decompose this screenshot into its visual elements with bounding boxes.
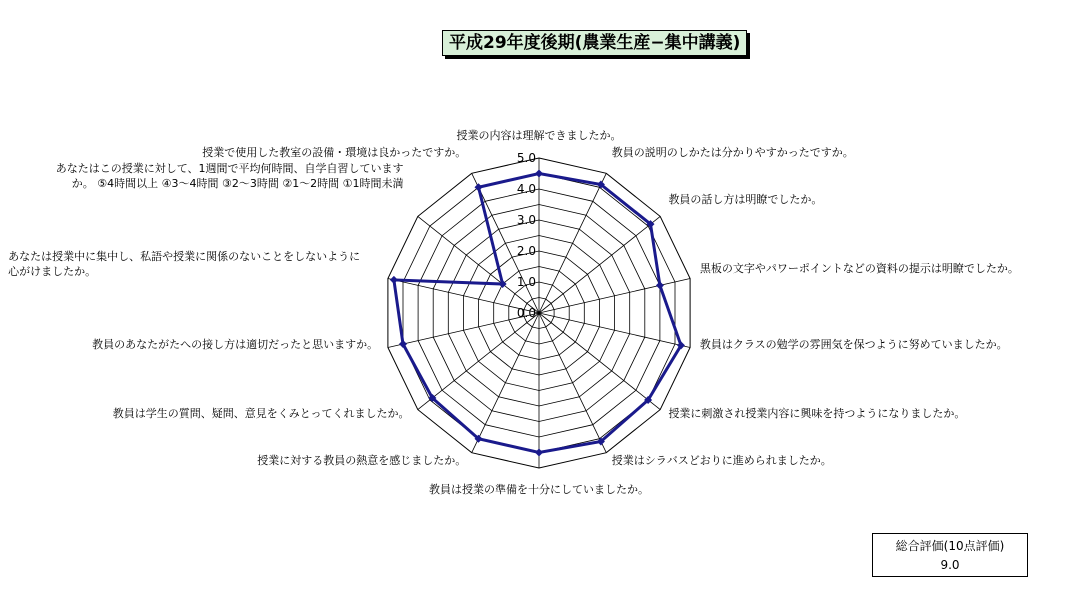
tick-label: 0.0: [516, 306, 536, 320]
category-label: あなたは授業中に集中し、私語や授業に関係のないことをしないように心がけましたか。: [8, 249, 361, 278]
tick-label: 5.0: [516, 151, 536, 165]
category-label: 教員はクラスの勉学の雰囲気を保つように努めていましたか。: [699, 338, 1008, 352]
grid-spoke: [539, 313, 660, 410]
tick-label: 1.0: [516, 275, 536, 289]
data-point: [475, 183, 483, 191]
data-point: [499, 280, 507, 288]
overall-score-value: 9.0: [940, 558, 960, 572]
radar-grid: [388, 158, 690, 468]
data-point: [535, 449, 543, 457]
category-label: 黒板の文字やパワーポイントなどの資料の提示は明瞭でしたか。: [699, 261, 1019, 275]
overall-score-label: 総合評価(10点評価): [895, 539, 1005, 553]
category-label: 教員の話し方は明瞭でしたか。: [668, 193, 823, 207]
grid-spoke: [539, 216, 660, 313]
category-label: 教員の説明のしかたは分かりやすかったですか。: [611, 145, 854, 159]
category-label: 授業の内容は理解できましたか。: [456, 129, 622, 142]
tick-label: 3.0: [516, 213, 536, 227]
data-point: [390, 276, 398, 284]
category-label: 教員は授業の準備を十分にしていましたか。: [429, 483, 649, 496]
tick-label: 2.0: [516, 244, 536, 258]
category-label: 授業に刺激され授業内容に興味を持つようになりましたか。: [668, 406, 966, 420]
data-point: [535, 170, 543, 178]
overall-score-box: [872, 533, 1028, 577]
category-label: あなたはこの授業に対して、1週間で平均何時間、自学自習していますか。 ⑤4時間以上 ④3〜4時間 ③2〜3時間 ②1〜2時間 ①1時間未満: [55, 162, 404, 191]
category-label: 授業に対する教員の熱意を感じましたか。: [257, 454, 467, 468]
category-label: 授業で使用した教室の設備・環境は良かったですか。: [202, 145, 467, 159]
category-label: 授業はシラバスどおりに進められましたか。: [611, 454, 832, 468]
data-point: [656, 281, 664, 289]
grid-spoke: [418, 216, 539, 313]
category-label: 教員は学生の質問、疑問、意見をくみとってくれましたか。: [112, 406, 410, 420]
category-label: 教員のあなたがたへの接し方は適切だったと思いますか。: [92, 338, 379, 352]
grid-spoke: [418, 313, 539, 410]
chart-title: 平成29年度後期(農業生産−集中講義): [442, 30, 747, 56]
tick-label: 4.0: [516, 182, 536, 196]
